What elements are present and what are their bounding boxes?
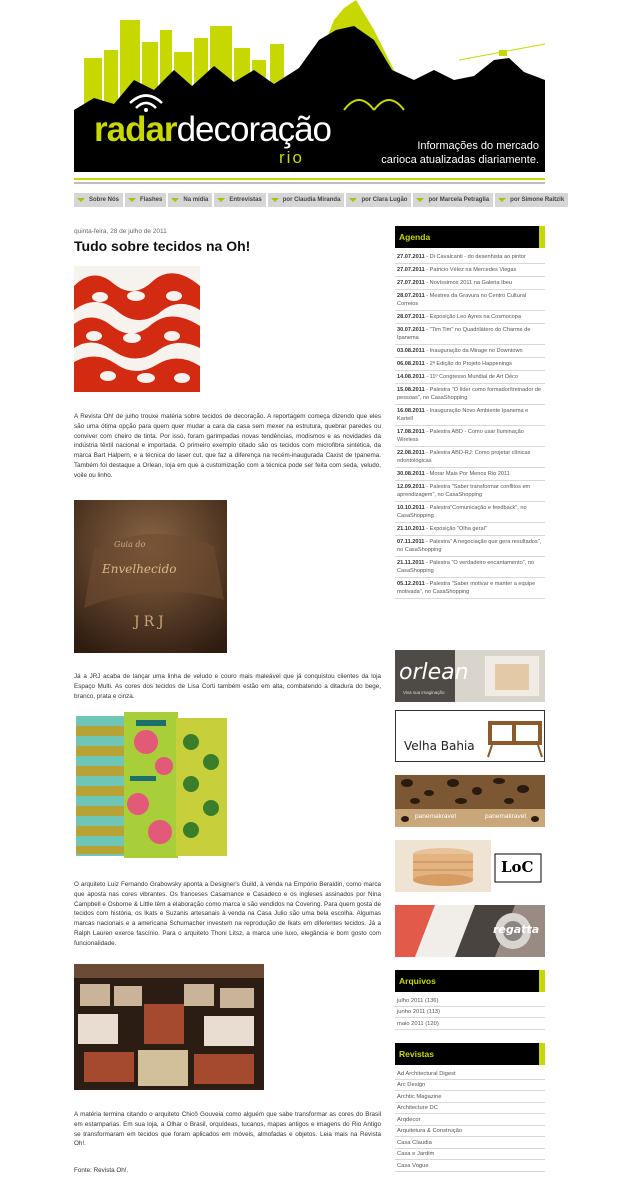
agenda-item-date: 15.08.2011 [397, 387, 425, 393]
agenda-item-text: Mestres da Gravura no Centro Cultural Correios [397, 293, 527, 307]
agenda-item-date: 10.10.2011 [397, 505, 425, 511]
agenda-item[interactable]: 21.11.2011 - Palestra "O verdadeiro encantamento", no CasaShopping [395, 557, 545, 578]
agenda-item-text: Exposição "Olha geral" [429, 526, 487, 532]
agenda-item-date: 27.07.2011 [397, 280, 425, 286]
archive-heading [395, 970, 545, 992]
agenda-item[interactable]: 30.07.2011 - "Tim Tim" no Quadrilátero do Charme de Ipanema [395, 324, 545, 345]
agenda-item[interactable]: 27.07.2011 - Patricio Vélez na Mercedes Viegas [395, 264, 545, 277]
magazines-heading [395, 1043, 545, 1065]
arrow-down-icon [77, 198, 85, 202]
site-header[interactable] [74, 0, 545, 172]
archive-item[interactable]: julho 2011 (136) [395, 995, 545, 1007]
agenda-item-date: 30.08.2011 [397, 471, 425, 477]
logo-decoracao: decoração [176, 110, 332, 149]
magazines-heading-label: Revistas [399, 1049, 434, 1059]
nav-item-simone-raitzik[interactable] [495, 193, 568, 207]
magazine-link[interactable]: Arqdecor [395, 1114, 545, 1126]
banner-panema-kravet[interactable] [395, 775, 545, 827]
agenda-item-text: Palestra "Saber transformar conflitos em aprendizagem", no CasaShopping [397, 484, 531, 498]
nav-item-flashes[interactable] [125, 193, 166, 207]
nav-item-entrevistas[interactable] [214, 193, 265, 207]
magazine-link[interactable]: Architecture DC [395, 1103, 545, 1115]
arrow-down-icon [498, 198, 506, 202]
agenda-item-text: Palestra "O líder como formador/treinador de pessoas", no CasaShopping [397, 387, 542, 401]
orlean-logo-text: orlean [399, 660, 469, 685]
agenda-item[interactable]: 28.07.2011 - Exposição Leo Ayres na Cosmocopa [395, 311, 545, 324]
magazine-link[interactable]: Casa Vogue [395, 1160, 545, 1172]
agenda-item[interactable]: 03.08.2011 - Inauguração da Mirage no Downtown [395, 345, 545, 358]
agenda-item[interactable]: 21.10.2011 - Exposição "Olha geral" [395, 523, 545, 536]
nav-item-claudia-miranda[interactable] [268, 193, 345, 207]
magazine-link[interactable]: Ad Architectural Digest [395, 1068, 545, 1080]
agenda-item[interactable]: 15.08.2011 - Palestra "O líder como formador/treinador de pessoas", no CasaShopping [395, 384, 545, 405]
agenda-list [395, 251, 545, 599]
post-image-store-interior[interactable] [74, 964, 264, 1090]
post-source: Fonte: Revista Oh!. [74, 1167, 129, 1174]
agenda-item[interactable]: 17.08.2011 - Palestra ABD - Como usar Iluminação Wireless [395, 426, 545, 447]
magazines-list [395, 1068, 545, 1172]
logo-rio: rio [279, 148, 304, 167]
agenda-item[interactable]: 27.07.2011 - Di Cavalcanti - do desenhista ao pintor [395, 251, 545, 264]
tagline-line-1: Informações do mercado [417, 140, 539, 152]
post-paragraph-3: O arquiteto Luiz Fernando Grabowsky aponta a Designer's Guild, à venda na Empório Beraldin, como marca que aposta nas cores vibrantes. Os franceses Casamance e Casadeco e os ingleses assinados por Nina Campbell e Osborne & Little têm a elaboração como marca e são vendidos na Covering. Para quem gosta de tecidos com história, os Ikats e Suzanis artesanais à venda na Casa Julio são uma bela escolha. Algumas marcas nacionais e a americana Schumacher investem na reprodução de Ikats em diferentes tecidos. Já a Ralph Lauren exerce fascínio. Para o arquiteto Thoni Litsz, a marca une luxo, elegância e bom gosto com funcionalidade. [74, 881, 381, 947]
regatta-logo-text: regatta [493, 923, 540, 936]
agenda-item[interactable]: 14.08.2011 - 11º Congresso Mundial de Art Déco [395, 371, 545, 384]
site-tagline [381, 139, 539, 167]
agenda-item-text: Morar Mais Por Menos Rio 2011 [429, 471, 510, 477]
post-title[interactable]: Tudo sobre tecidos na Oh! [74, 238, 251, 254]
post-image-red-fabric[interactable] [74, 266, 200, 392]
magazine-link[interactable]: Casa Claudia [395, 1137, 545, 1149]
arrow-down-icon [171, 198, 179, 202]
agenda-item-text: 11º Congresso Mundial de Art Déco [429, 374, 519, 380]
heading-accent [539, 970, 545, 992]
nav-label: Entrevistas [229, 197, 262, 203]
tagline-line-2: carioca atualizadas diariamente. [381, 154, 539, 166]
header-divider-gray [74, 182, 545, 184]
agenda-item[interactable]: 30.08.2011 - Morar Mais Por Menos Rio 2011 [395, 468, 545, 481]
agenda-item-text: Exposição Leo Ayres na Cosmocopa [429, 314, 521, 320]
nav-item-marcela-petraglia[interactable] [413, 193, 493, 207]
agenda-item[interactable]: 10.10.2011 - Palestra"Comunicação e feedback", no CasaShopping [395, 502, 545, 523]
agenda-item-text: Palestra ABD - Como usar Iluminação Wireless [397, 429, 524, 443]
agenda-item[interactable]: 27.07.2011 - Novíssimos 2011 na Galeria Ibeu [395, 277, 545, 290]
nav-label: por Clara Lugão [361, 197, 408, 203]
archive-list [395, 995, 545, 1030]
nav-item-sobre-nos[interactable] [74, 193, 123, 207]
loc-logo-text: LoC [501, 858, 534, 876]
nav-label: por Simone Raitzik [510, 197, 565, 203]
nav-label: por Claudia Miranda [282, 197, 341, 203]
nav-item-clara-lugao[interactable] [346, 193, 411, 207]
agenda-item-date: 05.12.2011 [397, 581, 425, 587]
archive-heading-label: Arquivos [399, 976, 436, 986]
agenda-item-text: Novíssimos 2011 na Galeria Ibeu [429, 280, 512, 286]
agenda-item-date: 28.07.2011 [397, 293, 425, 299]
nav-item-na-midia[interactable] [168, 193, 212, 207]
agenda-item-text: Palestra "O verdadeiro encantamento", no CasaShopping [397, 560, 535, 574]
agenda-item[interactable]: 07.11.2011 - Palestra" A negociação que gera resultados", no CasaShopping [395, 536, 545, 557]
agenda-item[interactable]: 22.08.2011 - Palestra ABD-RJ: Como projetar clínicas odontológicas [395, 447, 545, 468]
agenda-item-text: Palestra "Saber motivar e manter a equipe motivada", no CasaShopping [397, 581, 536, 595]
arrow-down-icon [271, 198, 279, 202]
agenda-item-date: 21.10.2011 [397, 526, 425, 532]
orlean-sub-text: Viva sua imaginação [403, 690, 445, 695]
nav-label: Sobre Nós [89, 197, 120, 203]
agenda-item[interactable]: 16.08.2011 - Inauguração Novo Ambiente Ipanema e Kartell [395, 405, 545, 426]
heading-accent [539, 226, 545, 248]
agenda-item-date: 06.08.2011 [397, 361, 425, 367]
heading-accent [539, 1043, 545, 1065]
agenda-item-text: 2ª Edição do Projeto Happenings [429, 361, 512, 367]
red-fabric-illustration [74, 266, 200, 392]
velha-bahia-banner-art [396, 711, 545, 762]
agenda-item-date: 27.07.2011 [397, 267, 425, 273]
velha-bahia-logo-text: Velha Bahia [404, 739, 475, 753]
agenda-item-text: Inauguração Novo Ambiente Ipanema e Kartell [397, 408, 529, 422]
post-paragraph-1: A Revista Oh! de julho trouxe matéria sobre tecidos de decoração. A reportagem começa dizendo que eles são uma ótima opção para quem quer mudar a cara da casa sem mexer na estrutura, quebrar paredes ou conviver com cheiro de tinta. Por isso, foram garimpadas novas tendências, modismos e as novidades da indústria têxtil nacional e importada. O primeiro exemplo citado são os tecidos com microfibra sintética, da marca Bart Halpern, e a técnica do laser cut, que faz a diferença na recém-inaugurada Caxist de Ipanema. Também foi destaque a Orlean, loja em que a customização com a técnica pode ser feita com seda, veludo, voile ou linho. [74, 413, 381, 479]
arrow-down-icon [349, 198, 357, 202]
agenda-item[interactable]: 06.08.2011 - 2ª Edição do Projeto Happenings [395, 358, 545, 371]
agenda-item-date: 17.08.2011 [397, 429, 425, 435]
leather-text-2: Envelhecido [102, 562, 177, 576]
site-logo[interactable] [94, 112, 331, 147]
agenda-item-date: 12.09.2011 [397, 484, 425, 490]
agenda-item-text: Patricio Vélez na Mercedes Viegas [429, 267, 517, 273]
leather-text-1: Guia do [114, 540, 146, 549]
nav-label: Flashes [140, 197, 163, 203]
nav-label: por Marcela Petraglia [428, 197, 490, 203]
agenda-item-date: 30.07.2011 [397, 327, 425, 333]
banner-velha-bahia[interactable] [395, 710, 545, 762]
agenda-item-text: Palestra"Comunicação e feedback", no CasaShopping [397, 505, 527, 519]
agenda-item-text: Inauguração da Mirage no Downtown [429, 348, 523, 354]
agenda-item-text: Palestra ABD-RJ: Como projetar clínicas odontológicas [397, 450, 531, 464]
logo-radar: radar [94, 110, 177, 149]
kravet-logo-left: panemakravet [415, 813, 457, 820]
banner-regatta[interactable] [395, 905, 545, 957]
nav-label: Na mídia [183, 197, 209, 203]
banner-orlean[interactable] [395, 650, 545, 702]
archive-item[interactable]: maio 2011 (120) [395, 1018, 545, 1030]
colorful-fabrics-illustration [76, 712, 227, 858]
magazine-link[interactable]: Archtic Magazine [395, 1091, 545, 1103]
agenda-item-date: 22.08.2011 [397, 450, 425, 456]
post-image-colorful-fabrics[interactable] [76, 712, 227, 858]
agenda-item-date: 16.08.2011 [397, 408, 425, 414]
main-nav [74, 193, 565, 207]
arrow-down-icon [217, 198, 225, 202]
agenda-item-date: 28.07.2011 [397, 314, 425, 320]
magazine-link[interactable]: Arquitetura & Construção [395, 1126, 545, 1138]
agenda-item[interactable]: 05.12.2011 - Palestra "Saber motivar e manter a equipe motivada", no CasaShopping [395, 578, 545, 599]
agenda-item-date: 21.11.2011 [397, 560, 425, 566]
agenda-heading-label: Agenda [399, 232, 431, 242]
leather-text-3: JRJ [134, 614, 168, 630]
agenda-item-date: 07.11.2011 [397, 539, 425, 545]
store-interior-illustration [74, 964, 264, 1090]
agenda-item[interactable]: 28.07.2011 - Mestres da Gravura no Centro Cultural Correios [395, 290, 545, 311]
agenda-heading [395, 226, 545, 248]
arrow-down-icon [128, 198, 136, 202]
agenda-item-text: Di Cavalcanti - do desenhista ao pintor [429, 254, 526, 260]
header-divider-lime [74, 178, 545, 180]
post-date: quinta-feira, 28 de julho de 2011 [74, 228, 167, 235]
post-image-jrj-leather[interactable] [74, 500, 227, 653]
post-paragraph-2: Já a JRJ acaba de lançar uma linha de veludo e couro mais maleável que já conquistou clientes da loja Espaço Multi. As cores dos tecidos de Lisa Corti também estão em alta, combatendo a ditadura do bege, branco, prata e cinza. [74, 673, 381, 700]
kravet-logo-right: panemakravet [485, 813, 527, 820]
agenda-item-text: "Tim Tim" no Quadrilátero do Charme de Ipanema [397, 327, 531, 341]
banner-loc[interactable] [395, 840, 545, 892]
arrow-down-icon [416, 198, 424, 202]
magazine-link[interactable]: Casa e Jardim [395, 1149, 545, 1161]
agenda-item-date: 27.07.2011 [397, 254, 425, 260]
agenda-item-date: 03.08.2011 [397, 348, 425, 354]
post-paragraph-4: A matéria termina citando o arquiteto Chicô Gouveia como alguém que sabe transformar as cores do Brasil em estamparias. Em sua loja, a Olhar o Brasil, orquídeas, tucanos, mapas antigos e imagens do Rio Antigo se transformaram em tecidos que foram aplicados em móveis, almofadas e objetos. Leia mais na Revista Oh!. [74, 1111, 381, 1148]
archive-item[interactable]: junho 2011 (113) [395, 1007, 545, 1019]
agenda-item[interactable]: 12.09.2011 - Palestra "Saber transformar conflitos em aprendizagem", no CasaShopping [395, 481, 545, 502]
leather-illustration [74, 500, 227, 653]
agenda-item-date: 14.08.2011 [397, 374, 425, 380]
agenda-item-text: Palestra" A negociação que gera resultados", no CasaShopping [397, 539, 542, 553]
magazine-link[interactable]: Arc Design [395, 1080, 545, 1092]
